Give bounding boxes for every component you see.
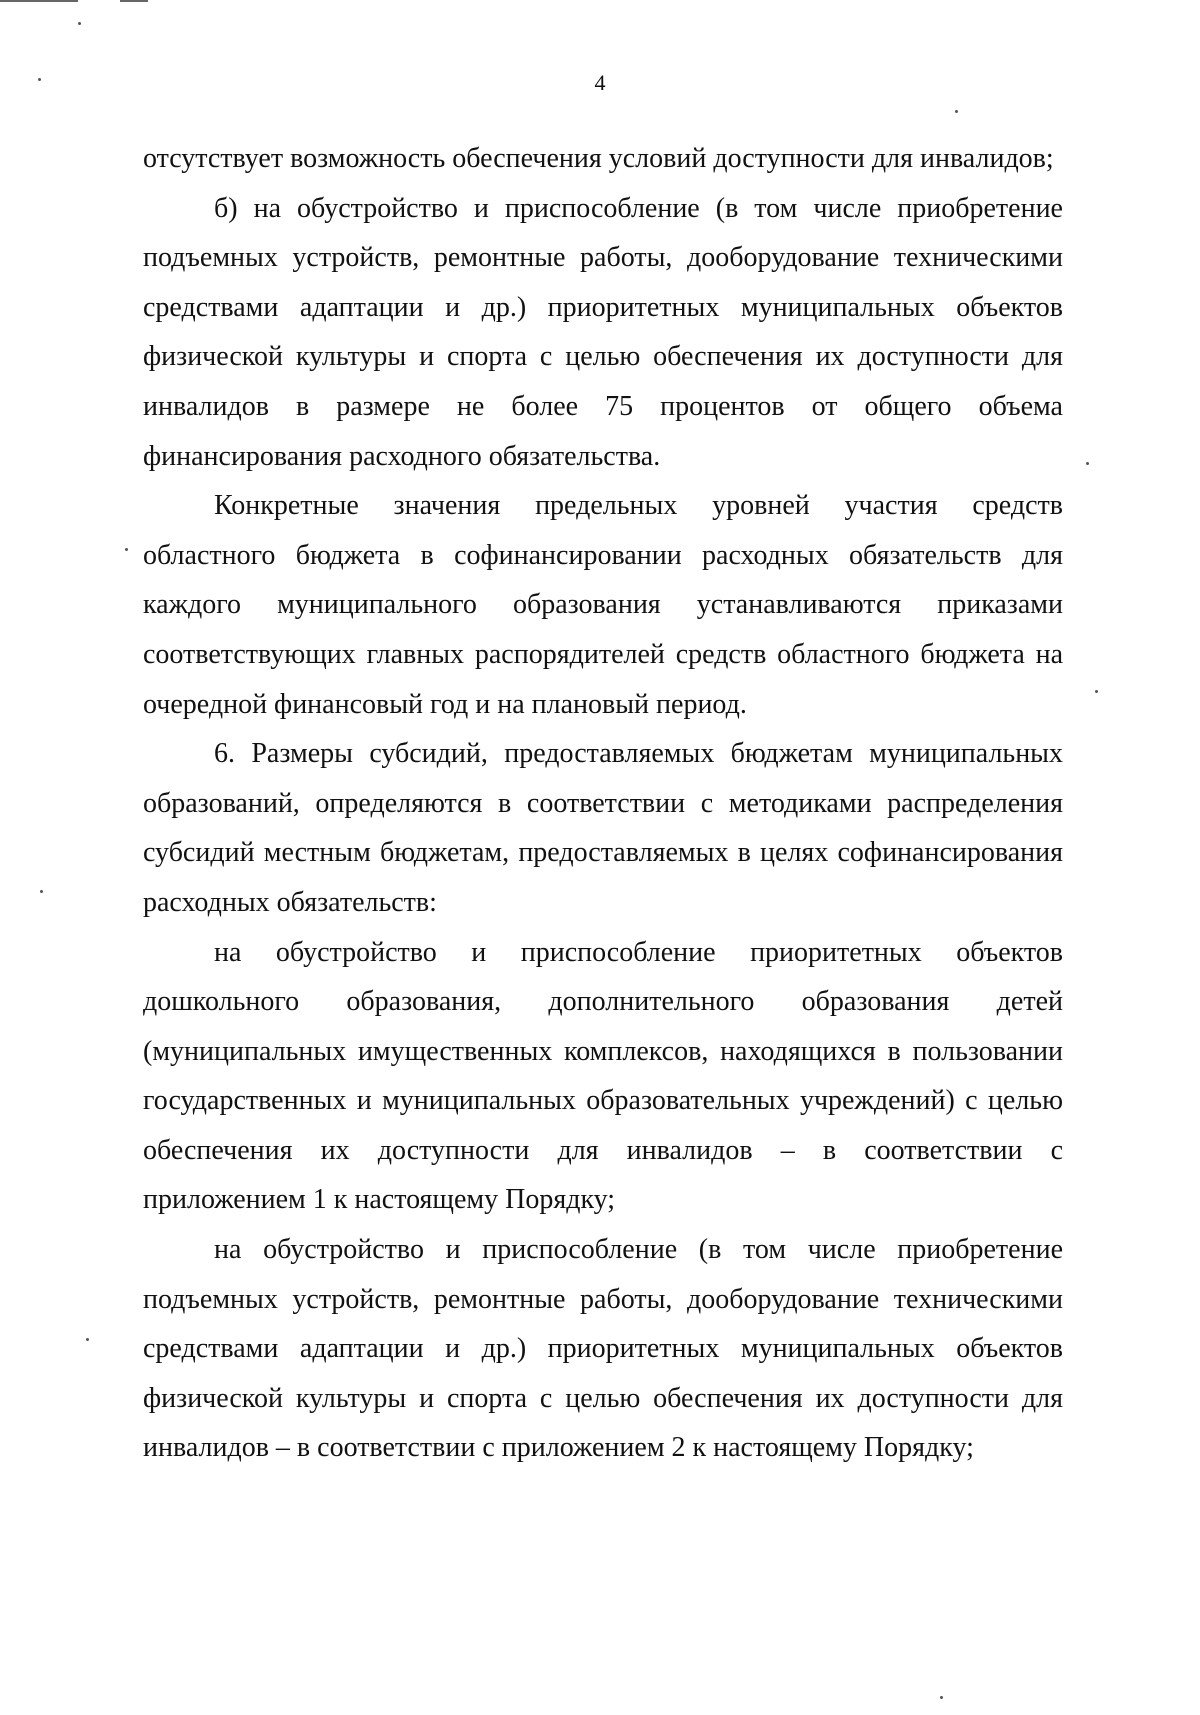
page-number: 4: [594, 70, 606, 95]
paragraph-item-6: 6. Размеры субсидий, предоставляемых бюджетам муниципальных образований, определяются в соответствии с методиками распределения субсидий местным бюджетам, предоставляемых в целях софинансирования расходных обязательств:: [143, 738, 1063, 918]
paragraph-appendix-2: на обустройство и приспособление (в том числе приобретение подъемных устройств, ремонтные работы, дооборудование техническими средствами адаптации и др.) приоритетных муниципальных объектов физической культуры и спорта с целью обеспечения их доступности для инвалидов – в соответствии с приложением 2 к настоящему Порядку;: [143, 1234, 1063, 1464]
paragraph-continuation: отсутствует возможность обеспечения условий доступности для инвалидов;: [143, 143, 1054, 174]
paragraph-item-b: б) на обустройство и приспособление (в том числе приобретение подъемных устройств, ремонтные работы, дооборудование техническими средствами адаптации и др.) приоритетных муниципальных объектов физической культуры и спорта с целью обеспечения их доступности для инвалидов в размере не более 75 процентов от общего объема финансирования расходного обязательства.: [143, 192, 1063, 472]
document-body: [143, 134, 1063, 1473]
paragraph-limits: Конкретные значения предельных уровней участия средств областного бюджета в софинансировании расходных обязательств для каждого муниципального образования устанавливаются приказами соответствующих главных распорядителей средств областного бюджета на очередной финансовый год и на плановый период.: [143, 490, 1063, 720]
paragraph-appendix-1: на обустройство и приспособление приоритетных объектов дошкольного образования, дополнительного образования детей (муниципальных имущественных комплексов, находящихся в пользовании государственных и муниципальных образовательных учреждений) с целью обеспечения их доступности для инвалидов – в соответствии с приложением 1 к настоящему Порядку;: [143, 936, 1063, 1216]
scan-speck: [125, 548, 128, 551]
scan-speck: [940, 1696, 943, 1699]
scan-edge-mark: [0, 0, 78, 2]
scan-speck: [78, 22, 81, 25]
scan-speck: [86, 1338, 89, 1341]
scan-speck: [40, 890, 43, 893]
scan-speck: [1095, 690, 1098, 693]
scan-speck: [1086, 462, 1089, 465]
scan-edge-mark: [120, 0, 148, 2]
scan-speck: [955, 110, 958, 113]
